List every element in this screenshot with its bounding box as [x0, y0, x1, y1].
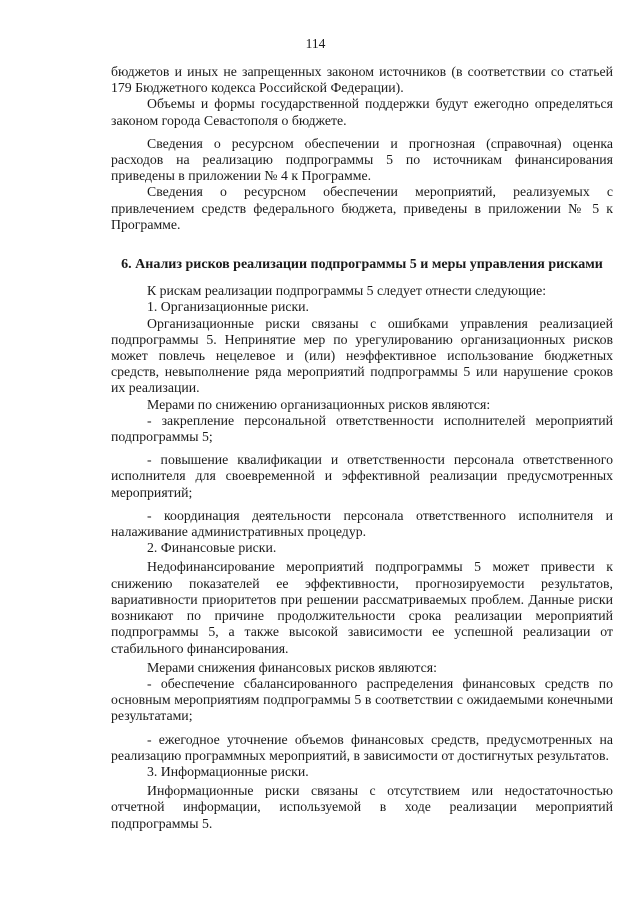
org-measure-item: - повышение квалификации и ответственности персонала ответственного исполнителя для своевременной и эффективной реализации предусмотренных мероприятий;: [111, 452, 613, 500]
document-body: [111, 64, 613, 832]
fin-measure-item: - обеспечение сбалансированного распределения финансовых средств по основным мероприятиям подпрограммы 5 в соответствии с ожидаемыми конечными результатами;: [111, 675, 613, 724]
fin-risks-title: 2. Финансовые риски.: [147, 540, 277, 556]
paragraph-funding-sources: бюджетов и иных не запрещенных законом источников (в соответствии со статьей 179 Бюджетного кодекса Российской Федерации).: [111, 64, 613, 96]
fin-measure-item: - ежегодное уточнение объемов финансовых средств, предусмотренных на реализацию программных мероприятий, в зависимости от достигнутых результатов.: [111, 731, 613, 763]
section-heading: 6. Анализ рисков реализации подпрограммы 5 и меры управления рисками: [121, 257, 603, 273]
org-risks-title: 1. Организационные риски.: [147, 299, 309, 315]
page-number: 114: [305, 36, 326, 51]
info-risks-description: Информационные риски связаны с отсутствием или недостаточностью отчетной информации, используемой в ходе реализации мероприятий подпрограммы 5.: [111, 783, 613, 831]
paragraph-state-support: Объемы и формы государственной поддержки будут ежегодно определяться законом города Севастополя о бюджете.: [111, 96, 613, 128]
org-measures-intro: Мерами по снижению организационных рисков являются:: [147, 396, 491, 412]
org-measure-item: - координация деятельности персонала ответственного исполнителя и налаживание административных процедур.: [111, 507, 613, 540]
org-risks-description: Организационные риски связаны с ошибками управления реализацией подпрограммы 5. Непринятие мер по урегулированию организационных рисков может повлечь нецелевое и (или) неэффективное использование бюджетных средств, невыполнение ряда мероприятий подпрограммы 5 или нарушение сроков их реализации.: [111, 315, 613, 396]
paragraph-federal-budget: Сведения о ресурсном обеспечении мероприятий, реализуемых с привлечением средств федерального бюджета, приведены в приложении № 5 к Программе.: [111, 184, 613, 232]
fin-risks-description: Недофинансирование мероприятий подпрограммы 5 может привести к снижению показателей ее эффективности, прогнозируемости результатов, вариативности приоритетов при решении рассматриваемых проблем. Данные риски возникают по причине продолжительности срока реализации мероприятий подпрограммы 5, а также высокой зависимости ее успешной реализации от стабильного финансирования.: [111, 559, 613, 656]
risks-intro: К рискам реализации подпрограммы 5 следует отнести следующие:: [147, 283, 547, 299]
org-measure-item: - закрепление персональной ответственности исполнителей мероприятий подпрограммы 5;: [111, 412, 613, 445]
paragraph-resource-estimate: Сведения о ресурсном обеспечении и прогнозная (справочная) оценка расходов на реализацию подпрограммы 5 по источникам финансирования приведены в приложении № 4 к Программе.: [111, 135, 613, 184]
info-risks-title: 3. Информационные риски.: [147, 763, 309, 779]
fin-measures-intro: Мерами снижения финансовых рисков являются:: [147, 659, 437, 675]
